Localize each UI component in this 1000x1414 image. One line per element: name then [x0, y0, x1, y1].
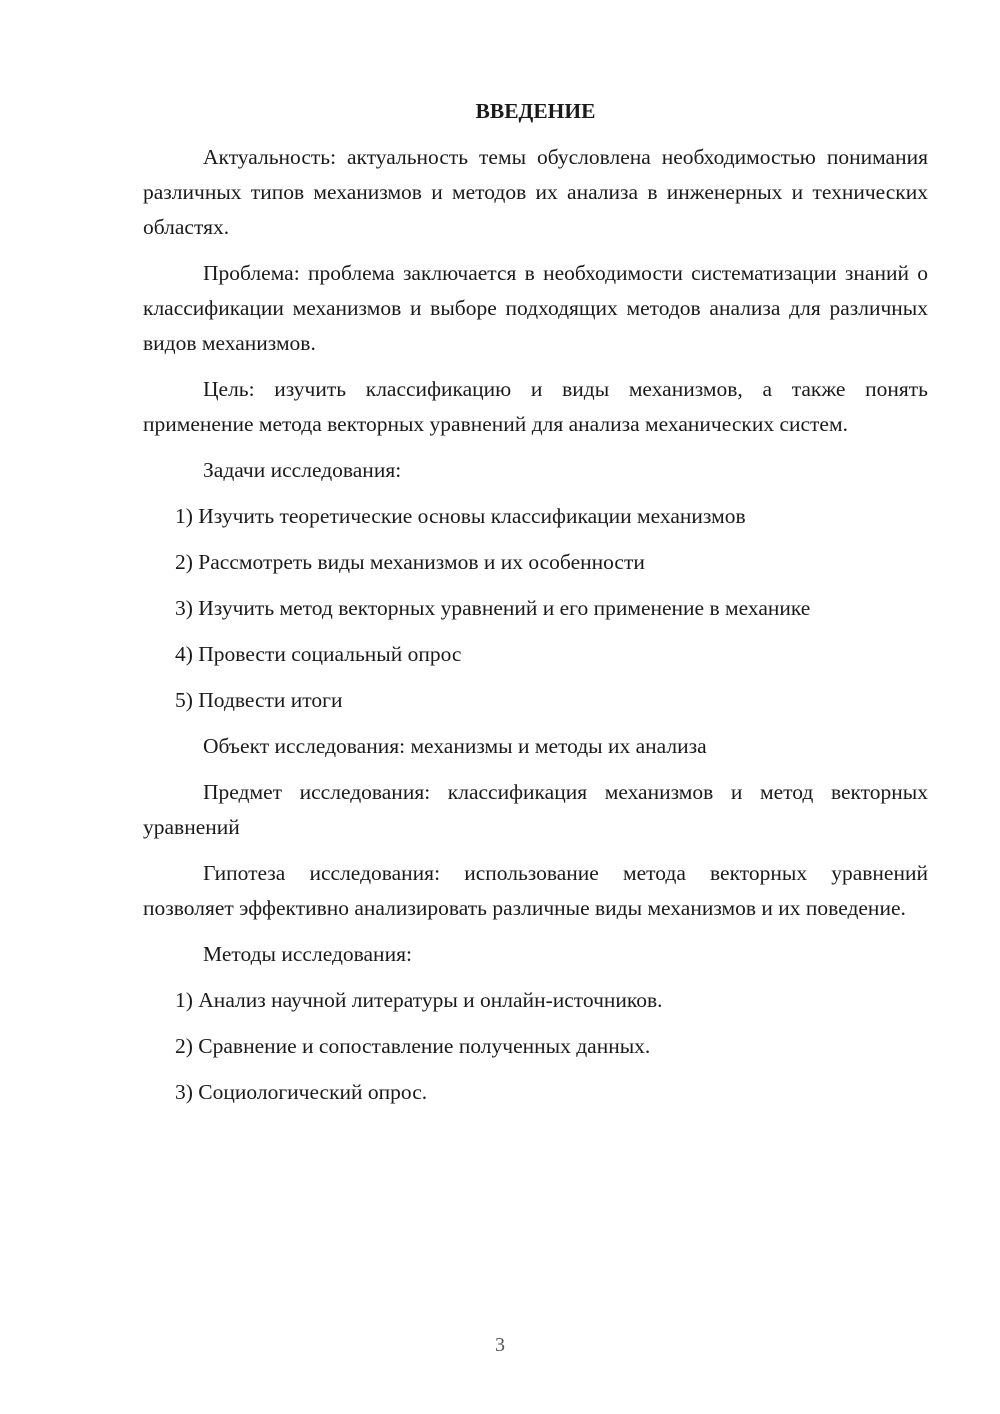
relevance-paragraph: Актуальность: актуальность темы обусловлена необходимостью понимания различных типов механизмов и методов их анализа в инженерных и технических областях.: [143, 145, 928, 239]
task-item: 1) Изучить теоретические основы классификации механизмов: [175, 504, 746, 528]
goal-paragraph: Цель: изучить классификацию и виды механизмов, а также понять применение метода векторных уравнений для анализа механических систем.: [143, 377, 928, 436]
problem-paragraph: Проблема: проблема заключается в необходимости систематизации знаний о классификации механизмов и выборе подходящих методов анализа для различных видов механизмов.: [143, 261, 928, 355]
document-page: [143, 96, 928, 1121]
hypothesis-paragraph: Гипотеза исследования: использование метода векторных уравнений позволяет эффективно анализировать различные виды механизмов и их поведение.: [143, 861, 928, 920]
method-item: 2) Сравнение и сопоставление полученных данных.: [175, 1034, 651, 1058]
section-heading: ВВЕДЕНИЕ: [475, 99, 596, 123]
task-item: 5) Подвести итоги: [175, 688, 343, 712]
tasks-title: Задачи исследования:: [203, 458, 402, 482]
task-item: 3) Изучить метод векторных уравнений и его применение в механике: [175, 596, 811, 620]
subject-paragraph: Предмет исследования: классификация механизмов и метод векторных уравнений: [143, 780, 928, 839]
methods-list: [143, 983, 928, 1110]
method-item: 3) Социологический опрос.: [175, 1080, 428, 1104]
tasks-list: [143, 499, 928, 718]
method-item: 1) Анализ научной литературы и онлайн-источников.: [175, 988, 663, 1012]
task-item: 4) Провести социальный опрос: [175, 642, 462, 666]
task-item: 2) Рассмотреть виды механизмов и их особенности: [175, 550, 645, 574]
methods-title: Методы исследования:: [203, 942, 412, 966]
page-number: 3: [495, 1334, 505, 1356]
object-paragraph: Объект исследования: механизмы и методы их анализа: [203, 734, 707, 758]
